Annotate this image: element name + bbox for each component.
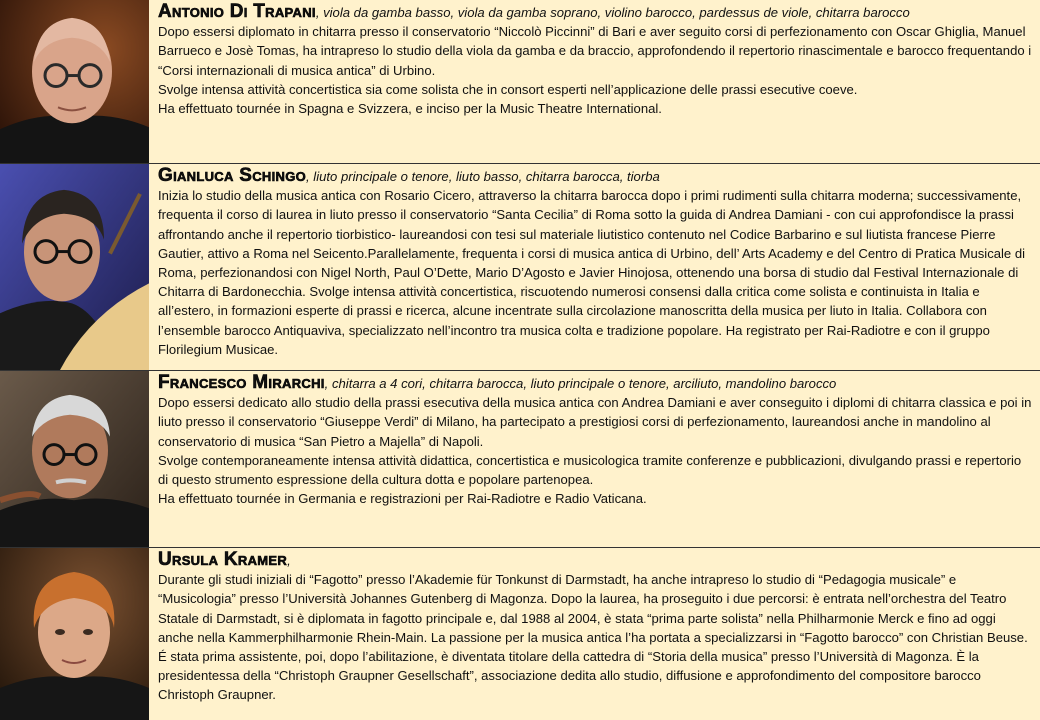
instruments: chitarra a 4 cori, chitarra barocca, liuto principale o tenore, arciliuto, mandolino barocco	[328, 376, 837, 391]
instruments: viola da gamba basso, viola da gamba soprano, violino barocco, pardessus de viole, chitarra barocco	[319, 5, 910, 20]
bio-text	[158, 164, 1034, 359]
bio-paragraph: Svolge intensa attività concertistica sia come solista che in consort esperti nell’applicazione delle prassi esecutive coeve.	[158, 81, 858, 97]
bio-heading	[158, 2, 1034, 22]
musician-name: Gianluca Schingo	[158, 165, 307, 186]
bio-gianluca-schingo	[0, 164, 1040, 371]
portrait-gianluca-schingo	[0, 164, 149, 370]
bio-text	[158, 371, 1034, 508]
bio-francesco-mirarchi	[0, 371, 1040, 548]
bio-heading	[158, 373, 1034, 393]
bio-antonio-di-trapani	[0, 0, 1040, 164]
instruments: liuto principale o tenore, liuto basso, chitarra barocca, tiorba	[309, 169, 660, 184]
bio-paragraph: Dopo essersi dedicato allo studio della prassi esecutiva della musica antica con Andrea Damiani e aver conseguito i diplomi di chitarra classica e poi in liuto presso il conservatorio “Giuseppe Verdi” di Milano, ha partecipato a prestigiosi corsi di perfezionamento, laureandosi anche in mandolino al conservatorio di musica “San Pietro a Majella” di Napoli.	[158, 395, 1032, 449]
bio-paragraph: Svolge contemporaneamente intensa attività didattica, concertistica e musicologica tramite conferenze e pubblicazioni, divulgando prassi e repertorio di questo strumento espressione della cultura dotta e popolare partenopea.	[158, 452, 1022, 488]
separator: ,	[287, 553, 291, 568]
separator: ,	[324, 376, 329, 391]
separator: ,	[306, 169, 310, 184]
musician-name: Ursula Kramer	[158, 549, 288, 570]
bio-paragraph: Ha effettuato tournée in Germania e registrazioni per Rai-Radiotre e Radio Vaticana.	[158, 491, 647, 507]
bio-heading	[158, 166, 1034, 186]
portrait-antonio-di-trapani	[0, 0, 149, 163]
bio-paragraph: Ha effettuato tournée in Spagna e Svizzera, e inciso per la Music Theatre International.	[158, 101, 662, 117]
bio-paragraph: Inizia lo studio della musica antica con Rosario Cicero, attraverso la chitarra barocca dopo i primi rudimenti sulla chitarra moderna; successivamente, frequenta il corso di laurea in liuto presso il conservatorio “Santa Cecilia” di Roma sotto la guida di Andrea Damiani - con cui approfondisce la prassi affrontando anche il repertorio tiorbistico- laureandosi con tesi sul materiale liutistico contenuto nel Codice Barbarino e sul liutista francese Pierre Gautier, attivo a Roma nel Seicento.Parallelamente, frequenta i corsi di musica antica di Urbino, dell’ Arts Academy e del Centro di Pratica Musicale di Roma, perfezionandosi con Nigel North, Paul O’Dette, Mario D’Agosto e Javier Hinojosa, ottenendo una borsa di studio dal Festival Internazionale di Chitarra di Bardonecchia. Svolge intensa attività concertistica, riscuotendo numerosi consensi dalla critica come solista e continuista in Italia e all’estero, in formazioni esperte di prassi e ricerca, alcune incentrate sulla circolazione manoscritta della musica per liuto in Italia. Collabora con l’ensemble barocco Antiquaviva, specializzato nell’incontro tra musica colta e tradizione popolare. Ha registrato per Rai-Radiotre e con il gruppo Florilegium Musicae.	[158, 188, 1026, 357]
musician-name: Antonio Di Trapani	[158, 1, 316, 22]
portrait-francesco-mirarchi	[0, 371, 149, 547]
musician-name: Francesco Mirarchi	[158, 372, 325, 393]
bio-heading	[158, 550, 1034, 570]
bio-text	[158, 548, 1034, 705]
bio-paragraph: Dopo essersi diplomato in chitarra presso il conservatorio “Niccolò Piccinni” di Bari e aver seguito corsi di perfezionamento con Oscar Ghiglia, Manuel Barrueco e Josè Tomas, ha intrapreso lo studio della viola da gamba e da braccio, approfondendo il repertorio rinascimentale e barocco frequentando i “Corsi internazionali di musica antica” di Urbino.	[158, 24, 1032, 78]
bio-ursula-kramer	[0, 548, 1040, 720]
bio-paragraph: Durante gli studi iniziali di “Fagotto” presso l’Akademie für Tonkunst di Darmstadt, ha anche intrapreso lo studio di “Pedagogia musicale” e “Musicologia” presso l’Università Johannes Gutenberg di Magonza. Dopo la laurea, ha proseguito i due percorsi: è entrata nell’orchestra del Teatro Statale di Darmstadt, si è diplomata in fagotto principale e, dal 1988 al 2004, è stata “prima parte solista” nella Philharmonie Merck e fino ad oggi anche nella Kammerphilharmonie Rhein-Main. La passione per la musica antica l’ha portata a specializzarsi in “Fagotto barocco” con Christian Beuse. É stata prima assistente, poi, dopo l’abilitazione, è diventata titolare della cattedra di “Storia della musica” presso l’Università di Magonza. È la presidentessa della “Christoph Graupner Gesellschaft”, associazione dedita allo studio, diffusione e approfondimento del compositore barocco Christoph Graupner.	[158, 572, 1028, 703]
portrait-ursula-kramer	[0, 548, 149, 720]
bio-text	[158, 0, 1034, 118]
separator: ,	[315, 5, 320, 20]
